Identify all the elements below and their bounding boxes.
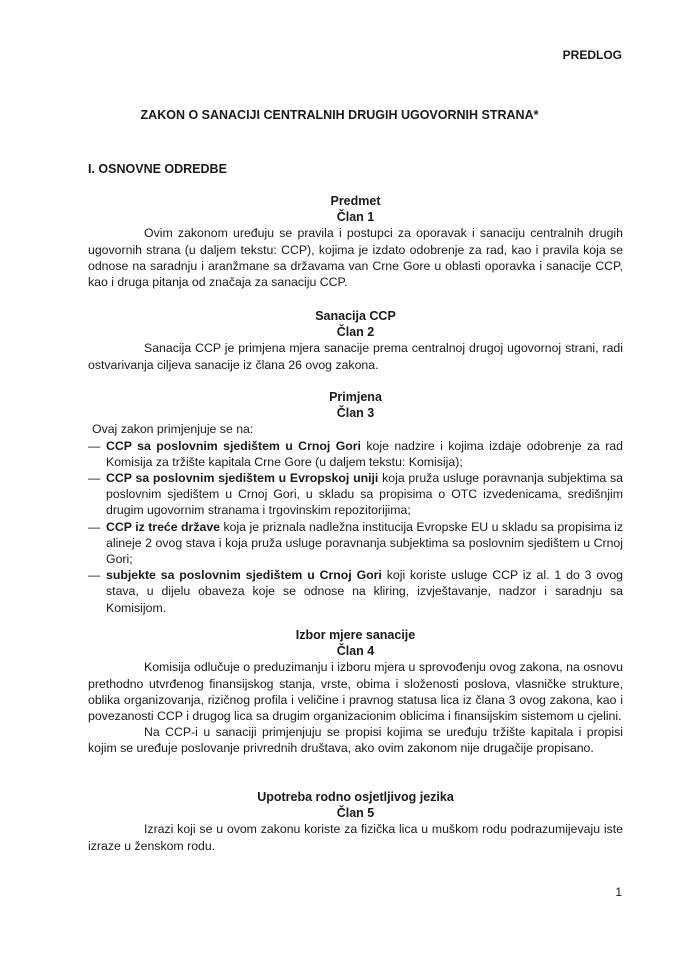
article-heading: Upotreba rodno osjetljivog jezika bbox=[257, 790, 454, 804]
law-title: ZAKON O SANACIJI CENTRALNIH DRUGIH UGOVORNIH STRANA* bbox=[140, 108, 539, 122]
article-number: Član 1 bbox=[336, 210, 375, 225]
dash-marker: — bbox=[88, 568, 101, 583]
dash-marker: — bbox=[88, 438, 101, 453]
list-item-text: koja je priznala nadležna institucija Evropske EU u skladu sa propisima iz alineje 2 ovog stava i koja pruža usluge poravnanja subjektima sa poslovnim sjedištem u Crnoj Gori; bbox=[106, 519, 623, 567]
dash-marker: — bbox=[88, 471, 101, 486]
article-1 bbox=[88, 193, 623, 290]
article-paragraph: Komisija odlučuje o preduzimanju i izboru mjera u sprovođenju ovog zakona, na osnovu prethodno utvrđenog finansijskog stanja, vrste, obima i složenosti poslova, vlasničke strukture, oblika organizovanja, rizičnog profila i veličine i pravnog statusa lica iz člana 3 ovog zakona, kao i povezanosti CCP i drugog lica sa drugim organizacionim oblicima i finansijskim sistemom u cjelini. bbox=[88, 660, 623, 724]
article-intro: Ovaj zakon primjenjuje se na: bbox=[92, 422, 254, 437]
article-3 bbox=[88, 389, 623, 616]
article-heading: Sanacija CCP bbox=[315, 309, 396, 323]
list-item-text: koje nadzire i kojima izdaje odobrenje za rad Komisija za tržište kapitala Crne Gore (u daljem tekstu: Komisija); bbox=[106, 438, 623, 469]
article-paragraph: Ovim zakonom uređuju se pravila i postupci za oporavak i sanaciju centralnih drugih ugovornih strana (u daljem tekstu: CCP), kojima je izdato odobrenje za rad, kao i pravila koja se odnose na saradnju i aranžmane sa državama van Crne Gore u oblasti oporavka i sanacije CCP, kao i druga pitanja od značaja za sanaciju CCP. bbox=[88, 226, 623, 290]
list-item-bold: CCP iz treće države bbox=[106, 519, 221, 534]
list-item-bold: subjekte sa poslovnim sjedištem u Crnoj Gori bbox=[106, 568, 382, 583]
article-paragraph: Na CCP-i u sanaciji primjenjuju se propisi kojima se uređuju tržište kapitala i propisi kojim se uređuje poslovanje privrednih društava, ako ovim zakonom nije drugačije propisano. bbox=[88, 725, 623, 756]
list-item bbox=[88, 470, 623, 519]
article-number: Član 3 bbox=[336, 406, 375, 421]
list-item bbox=[88, 567, 623, 616]
section-title: I. OSNOVNE ODREDBE bbox=[88, 162, 227, 176]
article-5 bbox=[88, 789, 623, 854]
article-heading: Izbor mjere sanacije bbox=[295, 628, 416, 642]
article-paragraph: Sanacija CCP je primjena mjera sanacije prema centralnoj drugoj ugovornoj strani, radi ostvarivanja ciljeva sanacije iz člana 26 ovog zakona. bbox=[88, 341, 623, 372]
list-item bbox=[88, 519, 623, 568]
list-item-bold: CCP sa poslovnim sjedištem u Crnoj Gori bbox=[106, 438, 361, 453]
article-number: Član 2 bbox=[336, 325, 375, 340]
article-number: Član 5 bbox=[336, 806, 375, 821]
article-2 bbox=[88, 308, 623, 373]
list-item-text: koja pruža usluge poravnanja subjektima sa poslovnim sjedištem u Crnoj Gori, u skladu sa propisima o OTC izvedenicama, središnjim drugim ugovornim stranama i trgovinskim repozitorijima; bbox=[106, 471, 623, 518]
article-heading: Primjena bbox=[329, 390, 382, 404]
article-number: Član 4 bbox=[336, 644, 375, 659]
page-number: 1 bbox=[615, 885, 622, 899]
list-item bbox=[88, 438, 623, 470]
article-paragraph: Izrazi koji se u ovom zakonu koriste za fizička lica u muškom rodu podrazumijevaju iste izraze u ženskom rodu. bbox=[88, 822, 623, 853]
dash-marker: — bbox=[88, 519, 101, 534]
draft-label: PREDLOG bbox=[562, 48, 622, 62]
article-heading: Predmet bbox=[330, 194, 381, 208]
list-item-bold: CCP sa poslovnim sjedištem u Evropskoj uniji bbox=[106, 471, 379, 486]
dash-list bbox=[88, 438, 623, 616]
list-item-text: koji koriste usluge CCP iz al. 1 do 3 ovog stava, u dijelu obaveza koje se odnose na kliring, izvještavanje, nadzor i saradnju sa Komisijom. bbox=[106, 568, 624, 615]
article-4 bbox=[88, 627, 623, 757]
